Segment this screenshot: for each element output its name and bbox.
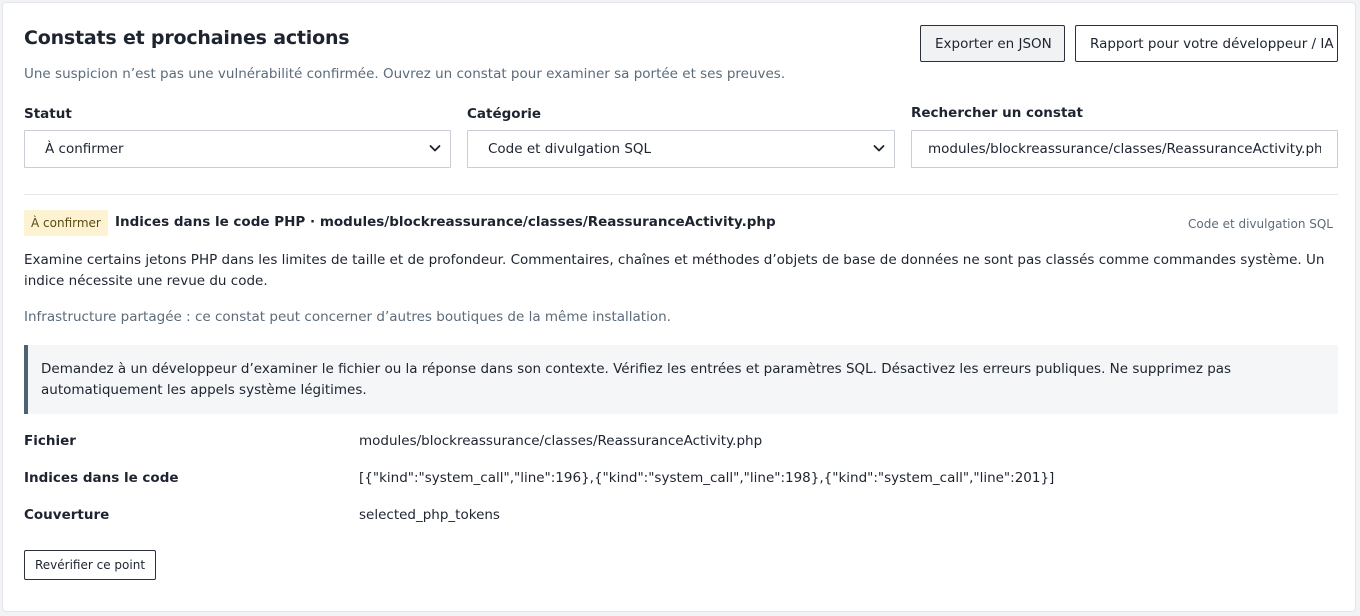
recheck-button[interactable]: Revérifier ce point — [24, 550, 156, 580]
detail-label-coverage: Couverture — [24, 507, 110, 523]
search-label: Rechercher un constat — [911, 105, 1083, 121]
findings-panel — [2, 2, 1356, 612]
finding-category: Code et divulgation SQL — [1188, 217, 1333, 231]
page-title: Constats et prochaines actions — [24, 27, 350, 49]
detail-label-file: Fichier — [24, 433, 76, 449]
developer-report-button[interactable]: Rapport pour votre développeur / IA — [1075, 25, 1338, 62]
divider — [24, 194, 1338, 195]
search-input[interactable] — [911, 130, 1338, 168]
detail-label-code-hints: Indices dans le code — [24, 470, 179, 486]
category-select[interactable] — [467, 130, 895, 168]
category-filter-label: Catégorie — [467, 106, 542, 122]
detail-value-code-hints: [{"kind":"system_call","line":196},{"kind":"system_call","line":198},{"kind":"system_call","line":201}] — [359, 470, 1055, 486]
status-filter-label: Statut — [24, 106, 72, 122]
finding-title: Indices dans le code PHP · modules/blockreassurance/classes/ReassuranceActivity.php — [115, 214, 776, 230]
status-select-value: À confirmer — [45, 141, 124, 157]
recommendation-callout: Demandez à un développeur d’examiner le fichier ou la réponse dans son contexte. Vérifiez les entrées et paramètres SQL. Désactivez les erreurs publiques. Ne supprimez pas automatiquement les appels système légitimes. — [24, 345, 1338, 414]
detail-value-file: modules/blockreassurance/classes/ReassuranceActivity.php — [359, 433, 763, 449]
detail-value-coverage: selected_php_tokens — [359, 507, 500, 523]
finding-description: Examine certains jetons PHP dans les limites de taille et de profondeur. Commentaires, chaînes et méthodes d’objets de base de données ne sont pas classés comme commandes système. Un indice nécessite une revue du code. — [24, 252, 1325, 289]
status-select[interactable] — [24, 130, 451, 168]
export-json-button[interactable]: Exporter en JSON — [920, 25, 1065, 62]
status-badge: À confirmer — [24, 210, 108, 236]
chevron-down-icon — [872, 141, 886, 155]
chevron-down-icon — [428, 141, 442, 155]
category-select-value: Code et divulgation SQL — [488, 141, 652, 157]
page-subtitle: Une suspicion n’est pas une vulnérabilité confirmée. Ouvrez un constat pour examiner sa portée et ses preuves. — [24, 66, 786, 82]
shared-infrastructure-note: Infrastructure partagée : ce constat peut concerner d’autres boutiques de la même installation. — [24, 309, 671, 325]
